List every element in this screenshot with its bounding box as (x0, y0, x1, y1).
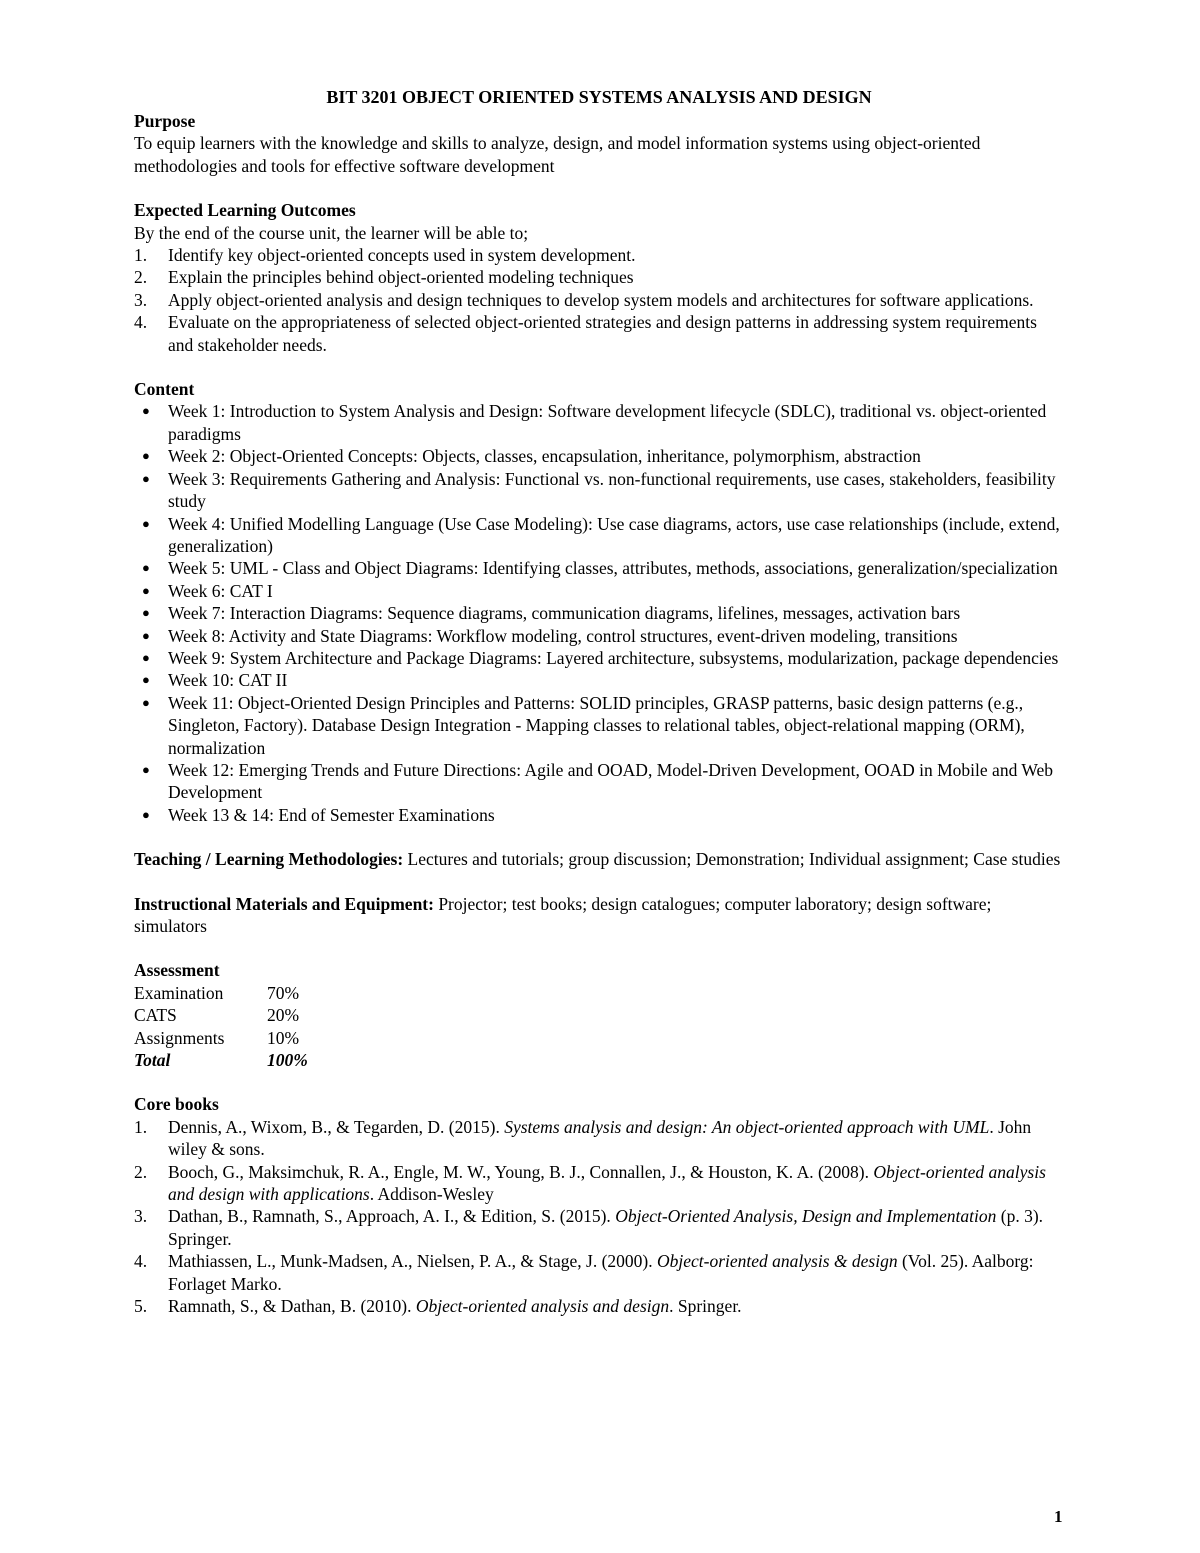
book-publisher: . John wiley & sons. (168, 1116, 1032, 1160)
outcomes-heading: Expected Learning Outcomes (134, 200, 356, 221)
bullet-icon: ● (142, 560, 150, 576)
outcome-number: 2. (134, 267, 148, 288)
book-authors: Dennis, A., Wixom, B., & Tegarden, D. (2015). (168, 1116, 505, 1137)
core-books-list (134, 1116, 1064, 1318)
book-item (134, 1205, 1064, 1250)
content-item (134, 557, 1064, 579)
assessment-value: 70% (267, 982, 300, 1003)
book-item (134, 1161, 1064, 1206)
book-number: 3. (134, 1206, 148, 1227)
book-publisher: (p. 3). Springer. (168, 1206, 1044, 1249)
book-title: Object-oriented analysis and design (415, 1296, 670, 1317)
book-title: Systems analysis and design: An object-oriented approach with UML (504, 1116, 990, 1137)
content-text: Week 5: UML - Class and Object Diagrams: Identifying classes, attributes, methods, associations, generalization/specialization (168, 558, 1058, 579)
content-item (134, 647, 1064, 669)
assessment-row (134, 1027, 308, 1049)
bullet-icon: ● (142, 403, 150, 419)
book-authors: Ramnath, S., & Dathan, B. (2010). (168, 1296, 416, 1317)
book-authors: Dathan, B., Ramnath, S., Approach, A. I., & Edition, S. (2015). (168, 1206, 616, 1227)
assessment-total-value: 100% (267, 1050, 308, 1071)
content-item (134, 513, 1064, 558)
content-text: Week 3: Requirements Gathering and Analysis: Functional vs. non-functional requirements, use cases, stakeholders, feasibility study (168, 468, 1056, 512)
assessment-label: Assignments (134, 1027, 225, 1048)
bullet-icon: ● (142, 448, 150, 464)
content-text: Week 8: Activity and State Diagrams: Workflow modeling, control structures, event-driven modeling, transitions (168, 625, 958, 646)
content-text: Week 10: CAT II (168, 670, 288, 691)
document-title: BIT 3201 OBJECT ORIENTED SYSTEMS ANALYSIS AND DESIGN (326, 87, 872, 107)
content-text: Week 7: Interaction Diagrams: Sequence diagrams, communication diagrams, lifelines, messages, activation bars (168, 603, 961, 624)
content-item (134, 468, 1064, 513)
materials-label: Instructional Materials and Equipment: (134, 893, 434, 914)
book-authors: Booch, G., Maksimchuk, R. A., Engle, M. W., Young, B. J., Connallen, J., & Houston, K. A. (2008). (168, 1161, 874, 1182)
purpose-text: To equip learners with the knowledge and skills to analyze, design, and model information systems using object-oriented methodologies and tools for effective software development (134, 133, 981, 176)
outcome-text: Evaluate on the appropriateness of selected object-oriented strategies and design patterns in addressing system requirements and stakeholder needs. (168, 312, 1037, 355)
content-item (134, 759, 1064, 804)
content-item (134, 692, 1064, 759)
page-number: 1 (1054, 1507, 1063, 1526)
core-books-heading: Core books (134, 1094, 219, 1115)
book-authors: Mathiassen, L., Munk-Madsen, A., Nielsen, P. A., & Stage, J. (2000). (168, 1251, 657, 1272)
outcomes-list (134, 244, 1064, 356)
bullet-icon: ● (142, 649, 150, 665)
content-text: Week 2: Object-Oriented Concepts: Objects, classes, encapsulation, inheritance, polymorphism, abstraction (168, 446, 921, 467)
methodologies-label: Teaching / Learning Methodologies: (134, 849, 404, 870)
book-number: 4. (134, 1251, 148, 1272)
bullet-icon: ● (142, 806, 150, 822)
content-text: Week 13 & 14: End of Semester Examinations (168, 804, 495, 825)
book-publisher: . Springer. (669, 1296, 742, 1317)
assessment-label: CATS (134, 1005, 177, 1026)
outcome-item (134, 289, 1064, 311)
book-item (134, 1250, 1064, 1295)
content-item (134, 580, 1064, 602)
content-item (134, 445, 1064, 467)
assessment-label: Examination (134, 982, 224, 1003)
book-title: Object-oriented analysis and design with applications (168, 1161, 1046, 1205)
book-item (134, 1295, 1064, 1317)
bullet-icon: ● (142, 605, 150, 621)
outcome-item (134, 266, 1064, 288)
methodologies-paragraph (134, 848, 1064, 870)
outcome-item (134, 244, 1064, 266)
content-text: Week 6: CAT I (168, 580, 273, 601)
assessment-row (134, 1004, 308, 1026)
assessment-value: 10% (267, 1027, 300, 1048)
content-list (134, 400, 1064, 826)
content-item (134, 804, 1064, 826)
purpose-heading: Purpose (134, 111, 196, 131)
outcome-item (134, 311, 1064, 356)
bullet-icon: ● (142, 582, 150, 598)
outcome-text: Identify key object-oriented concepts used in system development. (168, 245, 636, 266)
methodologies-text: Lectures and tutorials; group discussion; Demonstration; Individual assignment; Case studies (403, 849, 1061, 870)
book-title: Object-oriented analysis & design (657, 1251, 898, 1272)
bullet-icon: ● (142, 470, 150, 486)
book-item (134, 1116, 1064, 1161)
document-page (134, 84, 1064, 1318)
content-text: Week 11: Object-Oriented Design Principles and Patterns: SOLID principles, GRASP patterns, basic design patterns (e.g., Singleton, Factory). Database Design Integration - Mapping classes to relational tables, object-relational mapping (ORM), normalization (168, 692, 1025, 758)
materials-text: Projector; test books; design catalogues; computer laboratory; design software; simulators (134, 893, 992, 936)
book-publisher: . Addison-Wesley (369, 1184, 494, 1205)
outcome-text: Apply object-oriented analysis and design techniques to develop system models and architectures for software applications. (168, 289, 1034, 310)
content-item (134, 669, 1064, 691)
outcome-number: 1. (134, 245, 148, 266)
assessment-value: 20% (267, 1005, 300, 1026)
content-item (134, 400, 1064, 445)
book-number: 2. (134, 1161, 148, 1182)
content-item (134, 625, 1064, 647)
bullet-icon: ● (142, 694, 150, 710)
content-text: Week 9: System Architecture and Package Diagrams: Layered architecture, subsystems, modularization, package dependencies (168, 647, 1059, 668)
assessment-table (134, 982, 308, 1072)
materials-paragraph (134, 893, 1064, 938)
content-text: Week 12: Emerging Trends and Future Directions: Agile and OOAD, Model-Driven Development, OOAD in Mobile and Web Development (168, 759, 1054, 803)
content-heading: Content (134, 379, 195, 400)
assessment-total-row (134, 1049, 308, 1071)
outcome-number: 4. (134, 312, 148, 333)
book-title: Object-Oriented Analysis, Design and Implementation (615, 1206, 997, 1227)
bullet-icon: ● (142, 627, 150, 643)
outcome-text: Explain the principles behind object-oriented modeling techniques (168, 267, 634, 288)
book-number: 1. (134, 1116, 148, 1137)
content-text: Week 4: Unified Modelling Language (Use Case Modeling): Use case diagrams, actors, use case relationships (include, extend, generalization) (168, 513, 1060, 556)
bullet-icon: ● (142, 672, 150, 688)
assessment-row (134, 982, 308, 1004)
outcomes-intro: By the end of the course unit, the learner will be able to; (134, 222, 529, 243)
bullet-icon: ● (142, 515, 150, 531)
book-publisher: (Vol. 25). Aalborg: Forlaget Marko. (168, 1251, 1034, 1294)
book-number: 5. (134, 1296, 148, 1317)
assessment-heading: Assessment (134, 960, 220, 981)
content-item (134, 602, 1064, 624)
content-text: Week 1: Introduction to System Analysis and Design: Software development lifecycle (SDLC), traditional vs. object-oriented paradigms (168, 401, 1047, 444)
outcome-number: 3. (134, 289, 148, 310)
bullet-icon: ● (142, 761, 150, 777)
assessment-total-label: Total (134, 1050, 171, 1071)
